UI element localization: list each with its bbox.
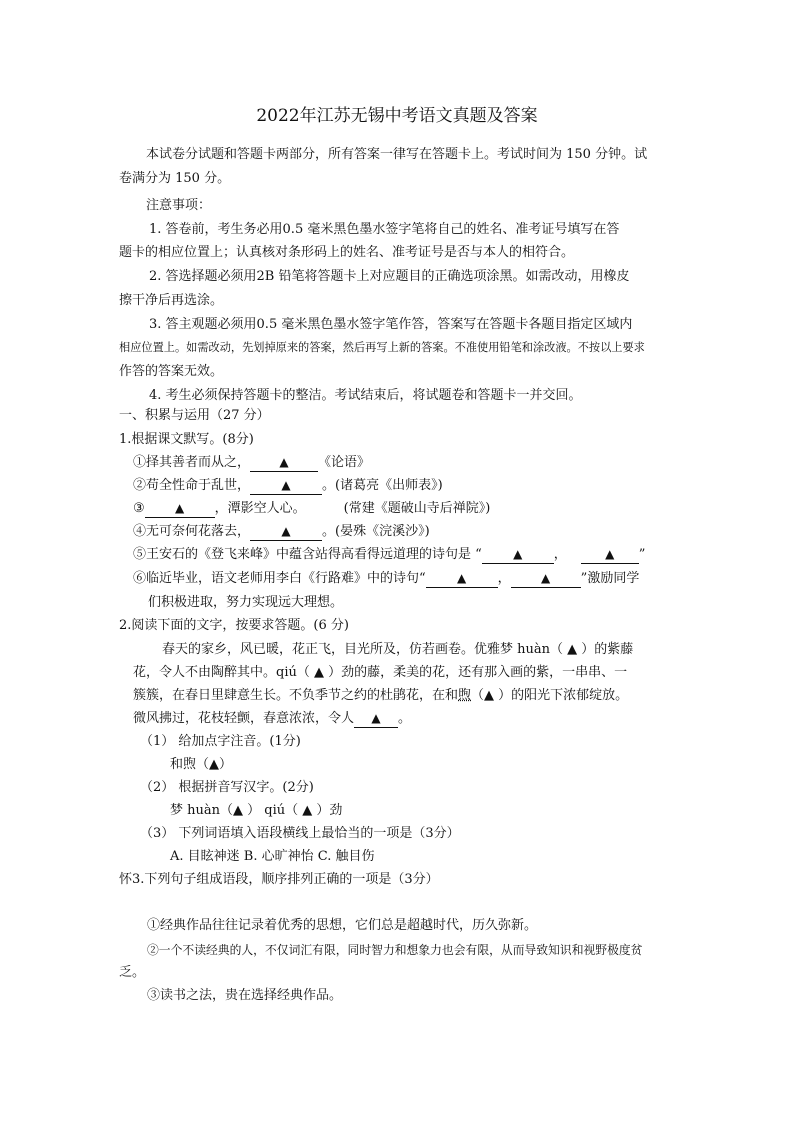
q3-sentence-2-line-b: 乏。 (119, 965, 146, 980)
note-3-line-a: 3. 答主观题必须用0.5 毫米黑色墨水签字笔作答，答案写在答题卡各题目指定区域内 (149, 317, 633, 332)
q2-passage-line-4: 微风拂过，花枝轻颤，春意浓浓，令人 ▲ 。 (133, 711, 412, 726)
q1-item-4: ④无可奈何花落去， ▲ 。(晏殊《浣溪沙》) (133, 524, 430, 539)
q1-item-6-cont: 们积极进取，努力实现远大理想。 (148, 595, 344, 610)
answer-blank (250, 477, 322, 495)
note-1-line-b: 题卡的相应位置上；认真核对条形码上的姓名、准考证号是否与本人的相符合。 (119, 245, 575, 260)
q2-passage-line-3: 簇簇，在春日里肆意生长。不负季节之约的杜鹃花，在和煦（▲ ）的阳光下浓郁绽放。 (133, 688, 629, 703)
triangle-marker-icon: ▲ (541, 571, 551, 585)
q3-sentence-3: ③读书之法，贵在选择经典作品。 (147, 988, 343, 1003)
triangle-marker-icon: ▲ (371, 711, 381, 725)
note-4: 4. 考生必须保持答题卡的整洁。考试结束后，将试题卷和答题卡一并交回。 (149, 388, 582, 403)
note-2-line-a: 2. 答选择题必须用2B 铅笔将答题卡上对应题目的正确选项涂黑。如需改动，用橡皮 (149, 269, 630, 284)
intro-line-2: 卷满分为 150 分。 (119, 171, 231, 186)
triangle-marker-icon: ▲ (513, 547, 523, 561)
q2-stem: 2.阅读下面的文字，按要求答题。(6 分) (119, 618, 349, 633)
q1-item-1: ①择其善者而从之， ▲ 《论语》 (133, 455, 371, 470)
q2-sub-3-options: A. 目眩神迷 B. 心旷神怡 C. 触目伤 (170, 849, 375, 864)
note-3-line-b: 相应位置上。如需改动，先划掉原来的答案，然后再写上新的答案。不准使用铅笔和涂改液。不按以上要求 (119, 341, 645, 354)
answer-blank (250, 454, 318, 472)
answer-blank (581, 546, 639, 564)
q3-sentence-2-line-a: ②一个不读经典的人，不仅词汇有限，同时智力和想象力也会有限，从而导致知识和视野极度贫 (147, 943, 643, 957)
page-title: 2022年江苏无锡中考语文真题及答案 (256, 106, 538, 126)
dotted-character: 煦 (458, 688, 472, 703)
triangle-marker-icon: ▲ (279, 455, 289, 469)
q2-passage-line-2: 花，令人不由陶醉其中。qiú（ ▲ ）劲的藤，柔美的花，还有那入画的紫，一串串、一 (133, 665, 628, 680)
triangle-marker-icon: ▲ (281, 524, 291, 538)
q2-sub-2: （2） 根据拼音写汉字。(2分) (140, 780, 314, 795)
q2-sub-3: （3） 下列词语填入语段横线上最恰当的一项是（3分） (140, 826, 460, 841)
q2-sub-2-answer: 梦 huàn（▲ ） qiú（ ▲ ）劲 (170, 803, 343, 818)
q1-item-3: ③ ▲ ，潭影空人心。 (常建《题破山寺后禅院》) (133, 501, 491, 516)
q1-item-2: ②苟全性命于乱世， ▲ 。(诸葛亮《出师表》) (133, 478, 443, 493)
answer-blank (511, 570, 581, 588)
note-3-line-c: 作答的答案无效。 (119, 364, 224, 379)
q3-sentence-1: ①经典作品往往记录着优秀的思想，它们总是超越时代，历久弥新。 (147, 918, 538, 933)
q1-stem: 1.根据课文默写。(8分) (119, 432, 254, 447)
q2-sub-1: （1） 给加点字注音。(1分) (140, 734, 301, 749)
answer-blank (145, 500, 215, 518)
triangle-marker-icon: ▲ (605, 547, 615, 561)
q2-passage-line-1: 春天的家乡，风已暖，花正飞，目光所及，仿若画卷。优雅梦 huàn（ ▲ ）的紫藤 (162, 642, 634, 657)
triangle-marker-icon: ▲ (175, 501, 185, 515)
q1-item-6: ⑥临近毕业，语文老师用李白《行路难》中的诗句“ ▲ ， ▲ ”激励同学 (133, 571, 640, 586)
triangle-marker-icon: ▲ (457, 571, 467, 585)
triangle-marker-icon: ▲ (281, 478, 291, 492)
q3-stem: 怀3.下列句子组成语段，顺序排列正确的一项是（3分） (119, 872, 439, 887)
q1-item-5: ⑤王安石的《登飞来峰》中蕴含站得高看得远道理的诗句是 “ ▲ ， ▲ ” (133, 547, 646, 562)
notes-heading: 注意事项： (146, 198, 212, 213)
q2-sub-1-answer: 和煦（▲） (170, 757, 232, 772)
section-heading: 一、积累与运用（27 分） (119, 408, 270, 423)
note-1-line-a: 1. 答卷前，考生务必用0.5 毫米黑色墨水签字笔将自己的姓名、准考证号填写在答 (149, 222, 620, 237)
answer-blank (482, 546, 554, 564)
answer-blank (250, 523, 322, 541)
intro-line-1: 本试卷分试题和答题卡两部分，所有答案一律写在答题卡上。考试时间为 150 分钟。试 (146, 147, 648, 162)
answer-blank (426, 570, 498, 588)
note-2-line-b: 擦干净后再选涂。 (119, 293, 224, 308)
answer-blank (354, 710, 398, 728)
